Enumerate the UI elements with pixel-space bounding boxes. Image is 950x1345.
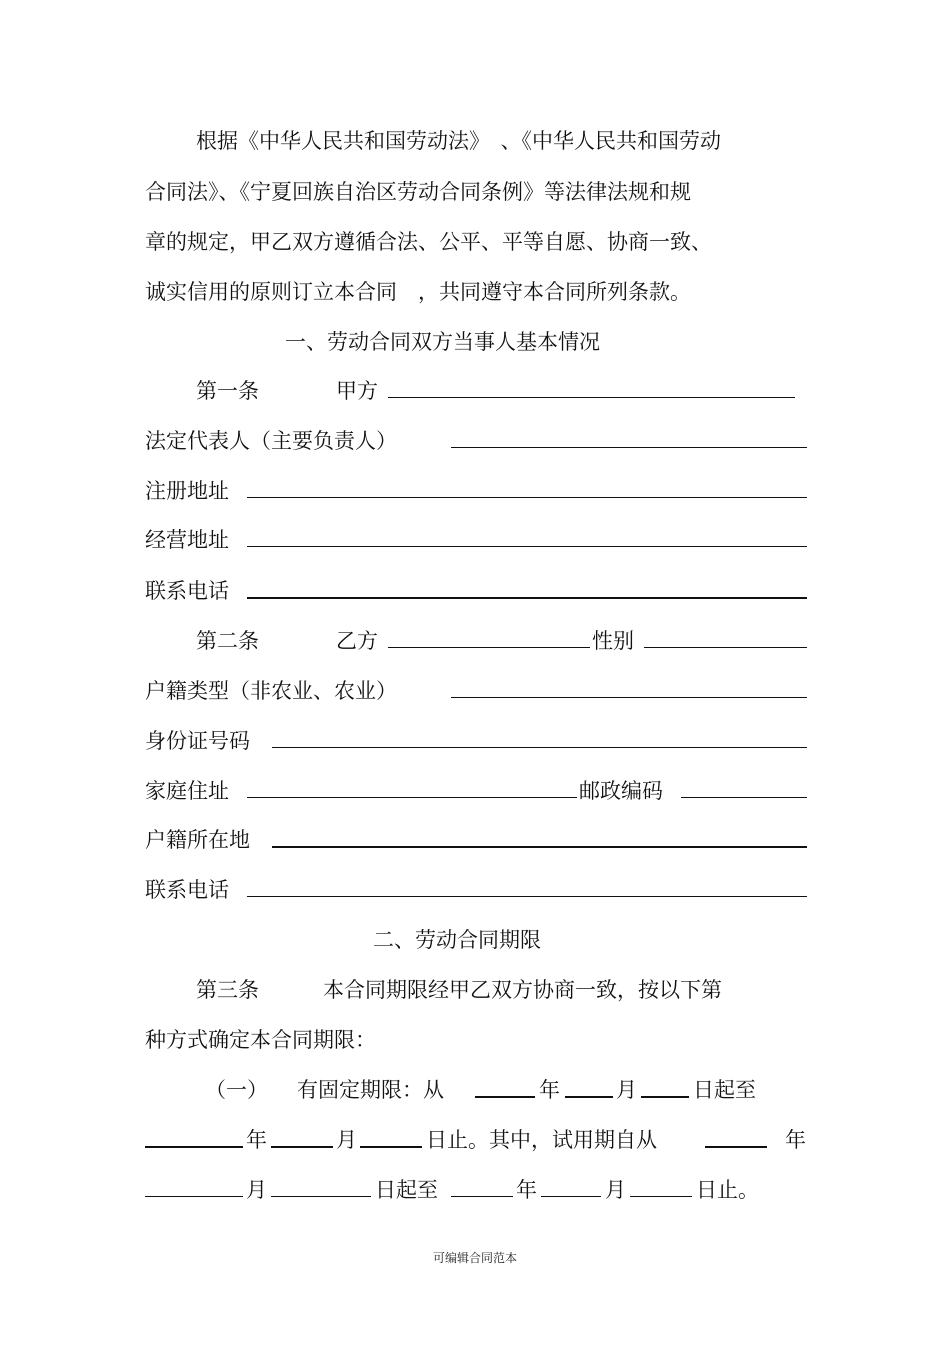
probation-start-month-unit: 月 bbox=[246, 1178, 267, 1202]
gender-field[interactable] bbox=[644, 625, 807, 648]
term-option-1-row-1 bbox=[145, 1074, 810, 1106]
party-b-phone-field[interactable] bbox=[247, 874, 807, 897]
article-2-row bbox=[145, 625, 810, 657]
end-month-field[interactable] bbox=[271, 1124, 333, 1148]
party-b-phone-label: 联系电话 bbox=[145, 878, 229, 902]
term-option-1-row-3 bbox=[145, 1174, 810, 1206]
household-location-field[interactable] bbox=[272, 824, 807, 848]
home-address-row bbox=[145, 775, 810, 807]
probation-start-day-field[interactable] bbox=[271, 1174, 371, 1197]
preamble-line-3: 章的规定，甲乙双方遵循合法、公平、平等自愿、协商一致、 bbox=[145, 230, 712, 254]
start-month-unit: 月 bbox=[616, 1078, 637, 1102]
probation-end-year-field[interactable] bbox=[451, 1174, 513, 1197]
party-a-phone-field[interactable] bbox=[247, 575, 807, 599]
probation-end-day-field[interactable] bbox=[630, 1174, 692, 1197]
term-option-1-num: （一） bbox=[205, 1078, 268, 1102]
id-number-label: 身份证号码 bbox=[145, 729, 250, 753]
legal-rep-label: 法定代表人（主要负责人） bbox=[145, 429, 397, 453]
party-a-label: 甲方 bbox=[336, 379, 378, 403]
preamble-line-4: 诚实信用的原则订立本合同 ，共同遵守本合同所列条款。 bbox=[145, 280, 691, 304]
postcode-label: 邮政编码 bbox=[579, 779, 663, 803]
biz-address-row bbox=[145, 524, 810, 556]
party-a-name-field[interactable] bbox=[388, 375, 795, 398]
party-b-phone-row bbox=[145, 874, 810, 906]
party-a-phone-label: 联系电话 bbox=[145, 579, 229, 603]
section-2-title: 二、劳动合同期限 bbox=[373, 928, 541, 952]
start-day-field[interactable] bbox=[641, 1074, 689, 1098]
end-year-field[interactable] bbox=[145, 1124, 243, 1148]
biz-address-label: 经营地址 bbox=[145, 528, 229, 552]
reg-address-row bbox=[145, 475, 810, 507]
home-address-label: 家庭住址 bbox=[145, 779, 229, 803]
term-option-1-row-2 bbox=[145, 1124, 810, 1156]
gender-label: 性别 bbox=[592, 629, 634, 653]
article-1-row bbox=[145, 375, 810, 407]
article-3-text-1: 本合同期限经甲乙双方协商一致，按以下第 bbox=[323, 978, 722, 1002]
end-month-unit: 月 bbox=[336, 1128, 357, 1152]
article-3-text-2: 种方式确定本合同期限： bbox=[145, 1028, 376, 1052]
start-month-field[interactable] bbox=[565, 1074, 613, 1098]
id-number-field[interactable] bbox=[272, 725, 807, 748]
preamble-line-1: 根据《中华人民共和国劳动法》 、《中华人民共和国劳动 bbox=[196, 129, 721, 153]
probation-lead: 日止。其中，试用期自从 bbox=[426, 1128, 657, 1152]
probation-end-day-unit: 日止。 bbox=[696, 1178, 759, 1202]
section-1-title: 一、劳动合同双方当事人基本情况 bbox=[285, 330, 600, 354]
term-option-1-lead: 有固定期限：从 bbox=[297, 1078, 444, 1102]
household-location-row bbox=[145, 824, 810, 856]
legal-rep-row bbox=[145, 425, 810, 457]
household-type-label: 户籍类型（非农业、农业） bbox=[145, 679, 397, 703]
preamble-line-2: 合同法》、《宁夏回族自治区劳动合同条例》等法律法规和规 bbox=[145, 180, 691, 204]
start-year-unit: 年 bbox=[539, 1078, 560, 1102]
article-1-label: 第一条 bbox=[196, 379, 259, 403]
probation-start-month-field[interactable] bbox=[145, 1174, 243, 1197]
probation-end-month-field[interactable] bbox=[541, 1174, 601, 1197]
reg-address-label: 注册地址 bbox=[145, 479, 229, 503]
end-year-unit: 年 bbox=[246, 1128, 267, 1152]
household-type-field[interactable] bbox=[451, 675, 807, 698]
biz-address-field[interactable] bbox=[247, 524, 807, 547]
home-address-field[interactable] bbox=[247, 775, 577, 798]
legal-rep-field[interactable] bbox=[451, 425, 807, 448]
postcode-field[interactable] bbox=[681, 775, 807, 798]
page-footer: 可编辑合同范本 bbox=[432, 1251, 517, 1265]
end-day-field[interactable] bbox=[360, 1124, 422, 1148]
household-location-label: 户籍所在地 bbox=[145, 828, 250, 852]
party-a-phone-row bbox=[145, 575, 810, 607]
household-type-row bbox=[145, 675, 810, 707]
probation-start-day-unit: 日起至 bbox=[375, 1178, 438, 1202]
article-3-label: 第三条 bbox=[196, 978, 259, 1002]
article-2-label: 第二条 bbox=[196, 629, 259, 653]
start-year-field[interactable] bbox=[475, 1074, 535, 1098]
party-b-label: 乙方 bbox=[336, 629, 378, 653]
id-number-row bbox=[145, 725, 810, 757]
probation-start-year-unit: 年 bbox=[785, 1128, 806, 1152]
start-day-unit: 日起至 bbox=[693, 1078, 756, 1102]
probation-end-month-unit: 月 bbox=[605, 1178, 626, 1202]
article-3-row bbox=[145, 974, 810, 1006]
probation-start-year-field[interactable] bbox=[705, 1124, 767, 1148]
reg-address-field[interactable] bbox=[247, 475, 807, 498]
party-b-name-field[interactable] bbox=[388, 625, 590, 648]
probation-end-year-unit: 年 bbox=[516, 1178, 537, 1202]
